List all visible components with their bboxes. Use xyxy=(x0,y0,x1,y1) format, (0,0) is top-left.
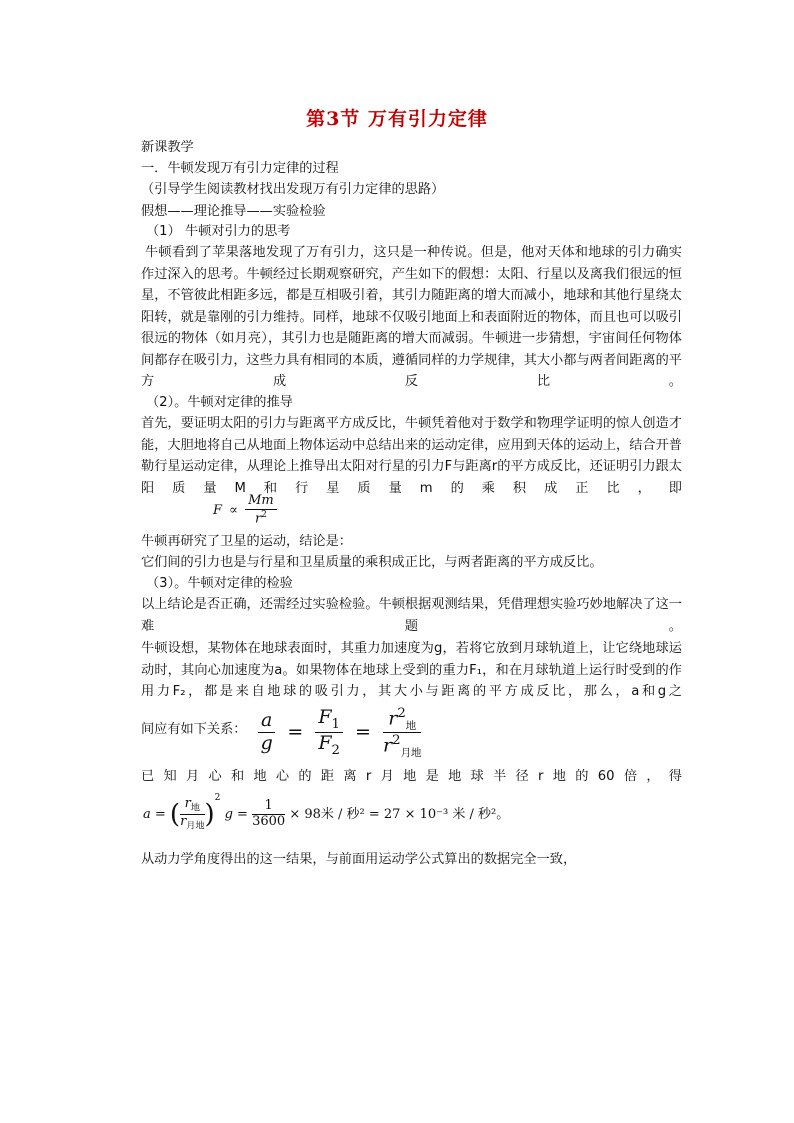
subsection-2: （2）。牛顿对定律的推导 xyxy=(146,395,293,410)
conclusion-line: 从动力学角度得出的这一结果，与前面用运动学公式算出的数据完全一致， xyxy=(141,852,577,867)
paragraph-assumption: 牛顿设想，某物体在地球表面时，其重力加速度为g，若将它放到月球轨道上，让它绕地球运动时，其向心加速度为a。如果物体在地球上受到的重力F₁，和在月球轨道上运行时受到的作用力F₂，都是来自地球的吸引力，其大小与距离的平方成反比，那么，a和g之 xyxy=(141,641,682,699)
heading-1: 一．牛顿发现万有引力定律的过程 xyxy=(141,161,339,176)
ratio-F1: F xyxy=(318,706,332,729)
formula-rel: ∝ xyxy=(229,503,238,519)
ratio-a: a xyxy=(258,710,275,733)
formula-den: r xyxy=(254,511,262,527)
method-line: 假想——理论推导——实验检验 xyxy=(141,204,326,219)
ratio-F2: F xyxy=(318,732,332,755)
relation-label: 间应有如下关系： xyxy=(141,722,247,737)
paragraph-verify: 以上结论是否正确，还需经过实验检验。牛顿根据观测结果，凭借理想实验巧妙地解决了这一难题。 xyxy=(141,597,682,634)
known-distance-line: 已知月心和地心的距离r月地是地球半径r地的60倍，得 xyxy=(141,769,682,784)
page-title: 第3节 万有引力定律 xyxy=(306,108,488,130)
formula-proportional xyxy=(213,494,277,527)
formula-calculation: a = ( $\frac{r_地}{r_{月地}}$ )$^2$ g = $\frac{1}{3600}$ × 98米 / 秒² = 27 × 10⁻³ 米 / 秒²。 xyxy=(143,793,510,832)
formula-num: Mm xyxy=(245,494,277,510)
subsection-1: （1） 牛顿对引力的思考 xyxy=(146,224,291,239)
equals-sign: = xyxy=(287,720,304,743)
formula-lhs: F xyxy=(213,503,223,519)
equals-sign-2: = xyxy=(355,720,371,743)
paragraph-derivation: 首先，要证明太阳的引力与距离平方成反比，牛顿凭着他对于数学和物理学证明的惊人创造才能，大胆地将自己从地面上物体运动中总结出来的运动定律，应用到天体的运动上，结合开普勒行星运动定律，从理论上推导出太阳对行星的引力F与距离r的平方成反比，还证明引力跟太阳质量M和行星质量m的乘积成正比，即 xyxy=(141,416,682,496)
satellite-conclusion: 它们间的引力也是与行星和卫星质量的乘积成正比，与两者距离的平方成反比。 xyxy=(141,555,603,570)
ratio-g: g xyxy=(260,732,273,755)
subsection-3: （3）。牛顿对定律的检验 xyxy=(146,576,293,591)
guide-note: （引导学生阅读教材找出发现万有引力定律的思路） xyxy=(141,182,445,197)
formula-ratio: $\frac{a}{g}$ = $\frac{F_1}{F_2}$ = $\frac{r^2_地}{r^2_{月地}}$ xyxy=(258,706,421,759)
paragraph-thinking: 牛顿看到了苹果落地发现了万有引力，这只是一种传说。但是，他对天体和地球的引力确实作过深入的思考。牛顿经过长期观察研究，产生如下的假想：太阳、行星以及离我们很远的恒星，不管彼此相距多远，都是互相吸引着，其引力随距离的增大而减小，地球和其他行星绕太阳转，就是靠刚的引力维持。同样，地球不仅吸引地面上和表面附近的物体，而且也可以吸引很远的物体（如月亮），其引力也是随距离的增大而减弱。牛顿进一步猜想，宇宙间任何物体间都存在吸引力，这些力具有相同的本质，遵循同样的力学规律，其大小都与两者间距离的平方成反比。 xyxy=(141,245,682,389)
section-label: 新课教学 xyxy=(141,140,194,155)
formula-den-exp: 2 xyxy=(261,509,267,520)
satellite-line: 牛顿再研究了卫星的运动，结论是： xyxy=(141,534,352,549)
